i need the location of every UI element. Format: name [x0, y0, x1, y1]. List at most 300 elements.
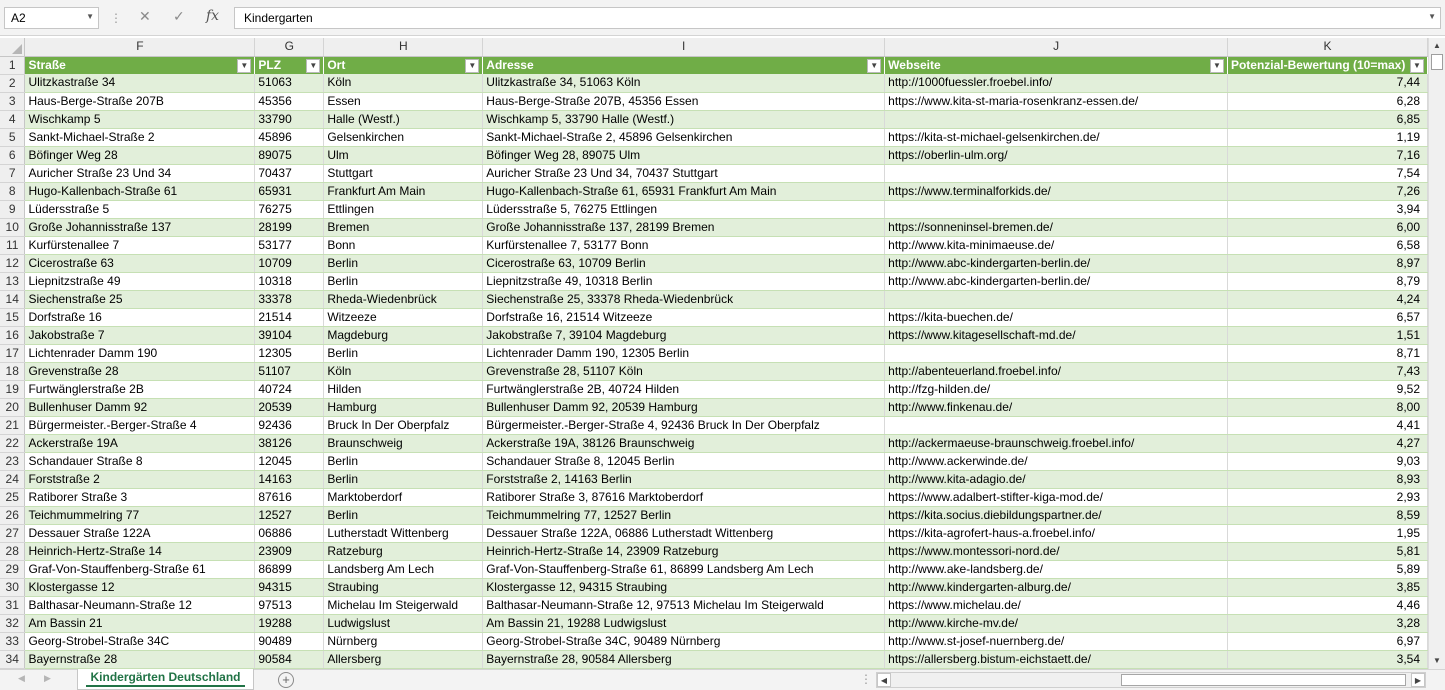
row-header[interactable]: 17: [0, 344, 25, 362]
cell-strasse[interactable]: Georg-Strobel-Straße 34C: [25, 632, 255, 650]
table-row: [0, 470, 1428, 488]
cell-strasse[interactable]: Bayernstraße 28: [25, 650, 255, 668]
table-row: [0, 506, 1428, 524]
cell-bewertung[interactable]: 8,71: [1227, 344, 1427, 362]
cell-plz[interactable]: 97513: [255, 596, 324, 614]
cell-ort[interactable]: Berlin: [324, 452, 483, 470]
row-header[interactable]: 24: [0, 470, 25, 488]
cell-bewertung[interactable]: 6,85: [1227, 110, 1427, 128]
row-header[interactable]: 32: [0, 614, 25, 632]
cell-ort[interactable]: Essen: [324, 92, 483, 110]
cell-plz[interactable]: 87616: [255, 488, 324, 506]
formula-bar: [0, 0, 1445, 36]
table-row: [0, 452, 1428, 470]
cell-plz[interactable]: 28199: [255, 218, 324, 236]
cell-adresse[interactable]: Cicerostraße 63, 10709 Berlin: [483, 254, 885, 272]
vertical-scroll-thumb[interactable]: [1431, 54, 1443, 70]
cell-bewertung[interactable]: 7,26: [1227, 182, 1427, 200]
cell-webseite[interactable]: http://fzg-hilden.de/: [885, 380, 1228, 398]
cell-webseite[interactable]: http://www.ackerwinde.de/: [885, 452, 1228, 470]
cell-strasse[interactable]: Ulitzkastraße 34: [25, 74, 255, 92]
cell-bewertung[interactable]: 8,00: [1227, 398, 1427, 416]
table-row: [0, 290, 1428, 308]
cell-ort[interactable]: Stuttgart: [324, 164, 483, 182]
row-header[interactable]: 10: [0, 218, 25, 236]
cell-plz[interactable]: 86899: [255, 560, 324, 578]
cell-webseite[interactable]: http://1000fuessler.froebel.info/: [885, 74, 1228, 92]
column-header-J[interactable]: J: [885, 38, 1228, 56]
cell-plz[interactable]: 21514: [255, 308, 324, 326]
cell-webseite[interactable]: http://abenteuerland.froebel.info/: [885, 362, 1228, 380]
cell-adresse[interactable]: Hugo-Kallenbach-Straße 61, 65931 Frankfurt Am Main: [483, 182, 885, 200]
cell-strasse[interactable]: Liepnitzstraße 49: [25, 272, 255, 290]
table-row: [0, 308, 1428, 326]
cell-bewertung[interactable]: 6,97: [1227, 632, 1427, 650]
tab-splitter-handle[interactable]: ⋮: [860, 672, 872, 686]
table-row: [0, 434, 1428, 452]
cell-webseite[interactable]: https://kita-buechen.de/: [885, 308, 1228, 326]
cell-adresse[interactable]: Bullenhuser Damm 92, 20539 Hamburg: [483, 398, 885, 416]
cell-bewertung[interactable]: 3,85: [1227, 578, 1427, 596]
cell-bewertung[interactable]: 6,57: [1227, 308, 1427, 326]
cell-adresse[interactable]: Dorfstraße 16, 21514 Witzeeze: [483, 308, 885, 326]
cell-ort[interactable]: Köln: [324, 74, 483, 92]
row-header[interactable]: 34: [0, 650, 25, 668]
row-header[interactable]: 23: [0, 452, 25, 470]
cell-plz[interactable]: 20539: [255, 398, 324, 416]
table-row: [0, 200, 1428, 218]
cell-webseite[interactable]: https://kita.socius.diebildungspartner.de/: [885, 506, 1228, 524]
cell-adresse[interactable]: Liepnitzstraße 49, 10318 Berlin: [483, 272, 885, 290]
filter-dropdown-icon[interactable]: ▼: [1410, 59, 1424, 73]
cell-bewertung[interactable]: 8,93: [1227, 470, 1427, 488]
cell-strasse[interactable]: Auricher Straße 23 Und 34: [25, 164, 255, 182]
cell-ort[interactable]: Berlin: [324, 344, 483, 362]
table-row: [0, 524, 1428, 542]
table-row: [0, 344, 1428, 362]
cell-strasse[interactable]: Forststraße 2: [25, 470, 255, 488]
cell-ort[interactable]: Landsberg Am Lech: [324, 560, 483, 578]
cell-adresse[interactable]: Am Bassin 21, 19288 Ludwigslust: [483, 614, 885, 632]
table-row: [0, 488, 1428, 506]
row-header[interactable]: 16: [0, 326, 25, 344]
cell-ort[interactable]: Halle (Westf.): [324, 110, 483, 128]
cell-plz[interactable]: 76275: [255, 200, 324, 218]
table-row: [0, 164, 1428, 182]
cell-bewertung[interactable]: 6,58: [1227, 236, 1427, 254]
expand-formula-bar-icon[interactable]: ▼: [1428, 12, 1436, 21]
row-header[interactable]: 6: [0, 146, 25, 164]
cell-plz[interactable]: 45356: [255, 92, 324, 110]
row-header[interactable]: 5: [0, 128, 25, 146]
cell-strasse[interactable]: Jakobstraße 7: [25, 326, 255, 344]
cell-adresse[interactable]: Dessauer Straße 122A, 06886 Lutherstadt Wittenberg: [483, 524, 885, 542]
row-header[interactable]: 15: [0, 308, 25, 326]
cell-webseite[interactable]: http://www.kirche-mv.de/: [885, 614, 1228, 632]
column-header-G[interactable]: G: [255, 38, 324, 56]
cell-adresse[interactable]: Furtwänglerstraße 2B, 40724 Hilden: [483, 380, 885, 398]
row-header[interactable]: 1: [0, 56, 25, 74]
cell-plz[interactable]: 33790: [255, 110, 324, 128]
cell-bewertung[interactable]: 8,97: [1227, 254, 1427, 272]
cell-strasse[interactable]: Lüdersstraße 5: [25, 200, 255, 218]
cell-webseite[interactable]: [885, 110, 1228, 128]
cell-webseite[interactable]: https://oberlin-ulm.org/: [885, 146, 1228, 164]
cell-adresse[interactable]: Georg-Strobel-Straße 34C, 90489 Nürnberg: [483, 632, 885, 650]
cell-strasse[interactable]: Dorfstraße 16: [25, 308, 255, 326]
cell-strasse[interactable]: Schandauer Straße 8: [25, 452, 255, 470]
cell-adresse[interactable]: Ulitzkastraße 34, 51063 Köln: [483, 74, 885, 92]
sheet-tab-bar: [0, 669, 1445, 690]
cell-plz[interactable]: 33378: [255, 290, 324, 308]
scroll-down-arrow-icon[interactable]: ▼: [1433, 656, 1441, 665]
cell-plz[interactable]: 19288: [255, 614, 324, 632]
header-label: Adresse: [486, 57, 534, 72]
cell-bewertung[interactable]: 8,79: [1227, 272, 1427, 290]
cell-ort[interactable]: Witzeeze: [324, 308, 483, 326]
filter-dropdown-icon[interactable]: ▼: [306, 59, 320, 73]
filter-dropdown-icon[interactable]: ▼: [867, 59, 881, 73]
cell-strasse[interactable]: Böfinger Weg 28: [25, 146, 255, 164]
vertical-scrollbar[interactable]: [1428, 38, 1445, 669]
row-header[interactable]: 29: [0, 560, 25, 578]
cell-adresse[interactable]: Ratiborer Straße 3, 87616 Marktoberdorf: [483, 488, 885, 506]
table-row: [0, 632, 1428, 650]
table-row: [0, 236, 1428, 254]
cell-ort[interactable]: Hamburg: [324, 398, 483, 416]
scroll-right-arrow-icon[interactable]: ▶: [1411, 673, 1425, 687]
header-label: Straße: [28, 57, 66, 72]
cell-webseite[interactable]: [885, 344, 1228, 362]
cell-plz[interactable]: 65931: [255, 182, 324, 200]
header-cell-ort[interactable]: [324, 56, 483, 74]
cancel-icon[interactable]: ✕: [139, 8, 151, 24]
cell-webseite[interactable]: [885, 164, 1228, 182]
table-row: [0, 560, 1428, 578]
column-header-H[interactable]: H: [324, 38, 483, 56]
cell-strasse[interactable]: Ratiborer Straße 3: [25, 488, 255, 506]
column-header-I[interactable]: I: [483, 38, 885, 56]
cell-adresse[interactable]: Grevenstraße 28, 51107 Köln: [483, 362, 885, 380]
cell-ort[interactable]: Berlin: [324, 272, 483, 290]
cell-ort[interactable]: Frankfurt Am Main: [324, 182, 483, 200]
cell-strasse[interactable]: Am Bassin 21: [25, 614, 255, 632]
cell-adresse[interactable]: Siechenstraße 25, 33378 Rheda-Wiedenbrück: [483, 290, 885, 308]
spreadsheet-grid[interactable]: [0, 38, 1428, 669]
next-sheet-arrow-icon[interactable]: ▶: [44, 673, 51, 683]
row-header[interactable]: 21: [0, 416, 25, 434]
cell-bewertung[interactable]: 4,46: [1227, 596, 1427, 614]
insert-function-icon[interactable]: fx: [206, 8, 220, 24]
cell-adresse[interactable]: Teichmummelring 77, 12527 Berlin: [483, 506, 885, 524]
cell-ort[interactable]: Ulm: [324, 146, 483, 164]
row-header[interactable]: 3: [0, 92, 25, 110]
cell-strasse[interactable]: Balthasar-Neumann-Straße 12: [25, 596, 255, 614]
cell-adresse[interactable]: Haus-Berge-Straße 207B, 45356 Essen: [483, 92, 885, 110]
row-header[interactable]: 18: [0, 362, 25, 380]
cell-ort[interactable]: Berlin: [324, 254, 483, 272]
cell-ort[interactable]: Straubing: [324, 578, 483, 596]
cell-bewertung[interactable]: 3,94: [1227, 200, 1427, 218]
cell-strasse[interactable]: Hugo-Kallenbach-Straße 61: [25, 182, 255, 200]
row-header[interactable]: 14: [0, 290, 25, 308]
filter-dropdown-icon[interactable]: ▼: [237, 59, 251, 73]
cell-ort[interactable]: Berlin: [324, 506, 483, 524]
cell-webseite[interactable]: http://www.ake-landsberg.de/: [885, 560, 1228, 578]
cell-webseite[interactable]: https://kita-st-michael-gelsenkirchen.de/: [885, 128, 1228, 146]
cell-webseite[interactable]: http://www.abc-kindergarten-berlin.de/: [885, 272, 1228, 290]
cell-adresse[interactable]: Wischkamp 5, 33790 Halle (Westf.): [483, 110, 885, 128]
header-cell-adresse[interactable]: [483, 56, 885, 74]
row-header[interactable]: 28: [0, 542, 25, 560]
cell-plz[interactable]: 12305: [255, 344, 324, 362]
cell-webseite[interactable]: https://kita-agrofert-haus-a.froebel.info/: [885, 524, 1228, 542]
header-cell-plz[interactable]: [255, 56, 324, 74]
cell-plz[interactable]: 06886: [255, 524, 324, 542]
cell-ort[interactable]: Braunschweig: [324, 434, 483, 452]
cell-strasse[interactable]: Klostergasse 12: [25, 578, 255, 596]
table-row: [0, 596, 1428, 614]
cell-plz[interactable]: 38126: [255, 434, 324, 452]
cell-webseite[interactable]: [885, 290, 1228, 308]
cell-strasse[interactable]: Lichtenrader Damm 190: [25, 344, 255, 362]
row-header[interactable]: 22: [0, 434, 25, 452]
cell-bewertung[interactable]: 1,19: [1227, 128, 1427, 146]
cell-plz[interactable]: 53177: [255, 236, 324, 254]
cell-adresse[interactable]: Große Johannisstraße 137, 28199 Bremen: [483, 218, 885, 236]
cell-ort[interactable]: Allersberg: [324, 650, 483, 668]
scroll-up-arrow-icon[interactable]: ▲: [1433, 41, 1441, 50]
cell-webseite[interactable]: https://www.terminalforkids.de/: [885, 182, 1228, 200]
table-row: [0, 146, 1428, 164]
row-header[interactable]: 33: [0, 632, 25, 650]
table-row: [0, 578, 1428, 596]
cell-bewertung[interactable]: 7,16: [1227, 146, 1427, 164]
cell-bewertung[interactable]: 3,54: [1227, 650, 1427, 668]
cell-adresse[interactable]: Schandauer Straße 8, 12045 Berlin: [483, 452, 885, 470]
cell-ort[interactable]: Rheda-Wiedenbrück: [324, 290, 483, 308]
cell-bewertung[interactable]: 9,03: [1227, 452, 1427, 470]
cell-adresse[interactable]: Forststraße 2, 14163 Berlin: [483, 470, 885, 488]
cell-bewertung[interactable]: 4,41: [1227, 416, 1427, 434]
cell-strasse[interactable]: Wischkamp 5: [25, 110, 255, 128]
cell-ort[interactable]: Ettlingen: [324, 200, 483, 218]
cell-strasse[interactable]: Graf-Von-Stauffenberg-Straße 61: [25, 560, 255, 578]
cell-ort[interactable]: Berlin: [324, 470, 483, 488]
cell-strasse[interactable]: Furtwänglerstraße 2B: [25, 380, 255, 398]
cell-webseite[interactable]: https://www.montessori-nord.de/: [885, 542, 1228, 560]
cell-webseite[interactable]: [885, 416, 1228, 434]
table-row: [0, 416, 1428, 434]
cell-webseite[interactable]: https://sonneninsel-bremen.de/: [885, 218, 1228, 236]
cell-strasse[interactable]: Teichmummelring 77: [25, 506, 255, 524]
cell-plz[interactable]: 39104: [255, 326, 324, 344]
row-header[interactable]: 9: [0, 200, 25, 218]
cell-plz[interactable]: 51063: [255, 74, 324, 92]
cell-webseite[interactable]: [885, 200, 1228, 218]
row-header[interactable]: 2: [0, 74, 25, 92]
cell-adresse[interactable]: Bürgermeister.-Berger-Straße 4, 92436 Bruck In Der Oberpfalz: [483, 416, 885, 434]
sheet-tab-kindergaerten[interactable]: [77, 669, 254, 690]
cell-adresse[interactable]: Balthasar-Neumann-Straße 12, 97513 Michelau Im Steigerwald: [483, 596, 885, 614]
cell-bewertung[interactable]: 1,95: [1227, 524, 1427, 542]
cell-ort[interactable]: Bruck In Der Oberpfalz: [324, 416, 483, 434]
cell-plz[interactable]: 51107: [255, 362, 324, 380]
cell-ort[interactable]: Bremen: [324, 218, 483, 236]
cell-plz[interactable]: 14163: [255, 470, 324, 488]
cell-bewertung[interactable]: 6,00: [1227, 218, 1427, 236]
cell-webseite[interactable]: https://www.kitagesellschaft-md.de/: [885, 326, 1228, 344]
cell-plz[interactable]: 12045: [255, 452, 324, 470]
filter-dropdown-icon[interactable]: ▼: [1210, 59, 1224, 73]
enter-icon[interactable]: ✓: [173, 8, 185, 24]
cell-ort[interactable]: Hilden: [324, 380, 483, 398]
cell-plz[interactable]: 10709: [255, 254, 324, 272]
cell-adresse[interactable]: Heinrich-Hertz-Straße 14, 23909 Ratzeburg: [483, 542, 885, 560]
cell-webseite[interactable]: http://www.kindergarten-alburg.de/: [885, 578, 1228, 596]
cell-adresse[interactable]: Jakobstraße 7, 39104 Magdeburg: [483, 326, 885, 344]
horizontal-scrollbar[interactable]: [876, 672, 1426, 688]
cell-bewertung[interactable]: 9,52: [1227, 380, 1427, 398]
cell-bewertung[interactable]: 8,59: [1227, 506, 1427, 524]
cell-plz[interactable]: 40724: [255, 380, 324, 398]
cell-ort[interactable]: Marktoberdorf: [324, 488, 483, 506]
cell-bewertung[interactable]: 4,27: [1227, 434, 1427, 452]
cell-strasse[interactable]: Grevenstraße 28: [25, 362, 255, 380]
filter-dropdown-icon[interactable]: ▼: [465, 59, 479, 73]
cell-ort[interactable]: Michelau Im Steigerwald: [324, 596, 483, 614]
cell-strasse[interactable]: Dessauer Straße 122A: [25, 524, 255, 542]
add-sheet-button[interactable]: +: [278, 672, 294, 688]
row-header[interactable]: 19: [0, 380, 25, 398]
table-row: [0, 398, 1428, 416]
cell-webseite[interactable]: http://www.st-josef-nuernberg.de/: [885, 632, 1228, 650]
cell-bewertung[interactable]: 1,51: [1227, 326, 1427, 344]
row-header[interactable]: 20: [0, 398, 25, 416]
select-all-button[interactable]: [0, 38, 25, 56]
row-header[interactable]: 26: [0, 506, 25, 524]
cell-ort[interactable]: Bonn: [324, 236, 483, 254]
cell-ort[interactable]: Ludwigslust: [324, 614, 483, 632]
cell-adresse[interactable]: Bayernstraße 28, 90584 Allersberg: [483, 650, 885, 668]
cell-strasse[interactable]: Siechenstraße 25: [25, 290, 255, 308]
cell-plz[interactable]: 12527: [255, 506, 324, 524]
cell-adresse[interactable]: Lüdersstraße 5, 76275 Ettlingen: [483, 200, 885, 218]
cell-ort[interactable]: Ratzeburg: [324, 542, 483, 560]
cell-bewertung[interactable]: 7,43: [1227, 362, 1427, 380]
row-header[interactable]: 30: [0, 578, 25, 596]
cell-plz[interactable]: 10318: [255, 272, 324, 290]
cell-plz[interactable]: 90584: [255, 650, 324, 668]
header-cell-strasse[interactable]: [25, 56, 255, 74]
cell-webseite[interactable]: http://www.finkenau.de/: [885, 398, 1228, 416]
cell-strasse[interactable]: Ackerstraße 19A: [25, 434, 255, 452]
column-header-F[interactable]: F: [25, 38, 255, 56]
sheet-table: [0, 38, 1428, 669]
row-header[interactable]: 31: [0, 596, 25, 614]
table-row: [0, 218, 1428, 236]
header-cell-webseite[interactable]: [885, 56, 1228, 74]
cell-strasse[interactable]: Heinrich-Hertz-Straße 14: [25, 542, 255, 560]
cell-strasse[interactable]: Bullenhuser Damm 92: [25, 398, 255, 416]
table-row: [0, 326, 1428, 344]
horizontal-scroll-thumb[interactable]: [1121, 674, 1406, 686]
cell-adresse[interactable]: Sankt-Michael-Straße 2, 45896 Gelsenkirchen: [483, 128, 885, 146]
cell-ort[interactable]: Lutherstadt Wittenberg: [324, 524, 483, 542]
cell-webseite[interactable]: https://allersberg.bistum-eichstaett.de/: [885, 650, 1228, 668]
cell-bewertung[interactable]: 2,93: [1227, 488, 1427, 506]
row-header[interactable]: 25: [0, 488, 25, 506]
row-header[interactable]: 7: [0, 164, 25, 182]
row-header[interactable]: 27: [0, 524, 25, 542]
row-header[interactable]: 4: [0, 110, 25, 128]
name-box[interactable]: [4, 7, 99, 29]
cell-strasse[interactable]: Kurfürstenallee 7: [25, 236, 255, 254]
cell-bewertung[interactable]: 7,54: [1227, 164, 1427, 182]
cell-plz[interactable]: 23909: [255, 542, 324, 560]
cell-webseite[interactable]: https://www.kita-st-maria-rosenkranz-essen.de/: [885, 92, 1228, 110]
column-header-K[interactable]: K: [1227, 38, 1427, 56]
cell-plz[interactable]: 45896: [255, 128, 324, 146]
cell-bewertung[interactable]: 4,24: [1227, 290, 1427, 308]
cell-strasse[interactable]: Haus-Berge-Straße 207B: [25, 92, 255, 110]
cell-strasse[interactable]: Cicerostraße 63: [25, 254, 255, 272]
cell-strasse[interactable]: Große Johannisstraße 137: [25, 218, 255, 236]
cell-strasse[interactable]: Bürgermeister.-Berger-Straße 4: [25, 416, 255, 434]
cell-bewertung[interactable]: 6,28: [1227, 92, 1427, 110]
cell-webseite[interactable]: http://www.kita-adagio.de/: [885, 470, 1228, 488]
header-cell-bewertung[interactable]: [1227, 56, 1427, 74]
row-header[interactable]: 13: [0, 272, 25, 290]
cell-ort[interactable]: Magdeburg: [324, 326, 483, 344]
cell-plz[interactable]: 70437: [255, 164, 324, 182]
cell-adresse[interactable]: Lichtenrader Damm 190, 12305 Berlin: [483, 344, 885, 362]
cell-webseite[interactable]: http://www.kita-minimaeuse.de/: [885, 236, 1228, 254]
row-header[interactable]: 11: [0, 236, 25, 254]
cell-webseite[interactable]: https://www.michelau.de/: [885, 596, 1228, 614]
cell-plz[interactable]: 90489: [255, 632, 324, 650]
cell-adresse[interactable]: Böfinger Weg 28, 89075 Ulm: [483, 146, 885, 164]
row-header[interactable]: 12: [0, 254, 25, 272]
scroll-left-arrow-icon[interactable]: ◀: [877, 673, 891, 687]
cell-adresse[interactable]: Auricher Straße 23 Und 34, 70437 Stuttgart: [483, 164, 885, 182]
cell-webseite[interactable]: http://www.abc-kindergarten-berlin.de/: [885, 254, 1228, 272]
cell-adresse[interactable]: Klostergasse 12, 94315 Straubing: [483, 578, 885, 596]
cell-webseite[interactable]: https://www.adalbert-stifter-kiga-mod.de/: [885, 488, 1228, 506]
cell-adresse[interactable]: Graf-Von-Stauffenberg-Straße 61, 86899 Landsberg Am Lech: [483, 560, 885, 578]
table-row: [0, 272, 1428, 290]
cell-webseite[interactable]: http://ackermaeuse-braunschweig.froebel.info/: [885, 434, 1228, 452]
chevron-down-icon[interactable]: ▼: [86, 12, 94, 21]
cell-adresse[interactable]: Kurfürstenallee 7, 53177 Bonn: [483, 236, 885, 254]
cell-plz[interactable]: 94315: [255, 578, 324, 596]
cell-ort[interactable]: Köln: [324, 362, 483, 380]
cell-plz[interactable]: 89075: [255, 146, 324, 164]
cell-ort[interactable]: Gelsenkirchen: [324, 128, 483, 146]
cell-adresse[interactable]: Ackerstraße 19A, 38126 Braunschweig: [483, 434, 885, 452]
cell-bewertung[interactable]: 7,44: [1227, 74, 1427, 92]
cell-strasse[interactable]: Sankt-Michael-Straße 2: [25, 128, 255, 146]
cell-plz[interactable]: 92436: [255, 416, 324, 434]
table-row: [0, 362, 1428, 380]
prev-sheet-arrow-icon[interactable]: ◀: [18, 673, 25, 683]
row-header[interactable]: 8: [0, 182, 25, 200]
formula-input[interactable]: [234, 7, 1441, 29]
cell-ort[interactable]: Nürnberg: [324, 632, 483, 650]
cell-bewertung[interactable]: 5,81: [1227, 542, 1427, 560]
cell-bewertung[interactable]: 5,89: [1227, 560, 1427, 578]
cell-bewertung[interactable]: 3,28: [1227, 614, 1427, 632]
